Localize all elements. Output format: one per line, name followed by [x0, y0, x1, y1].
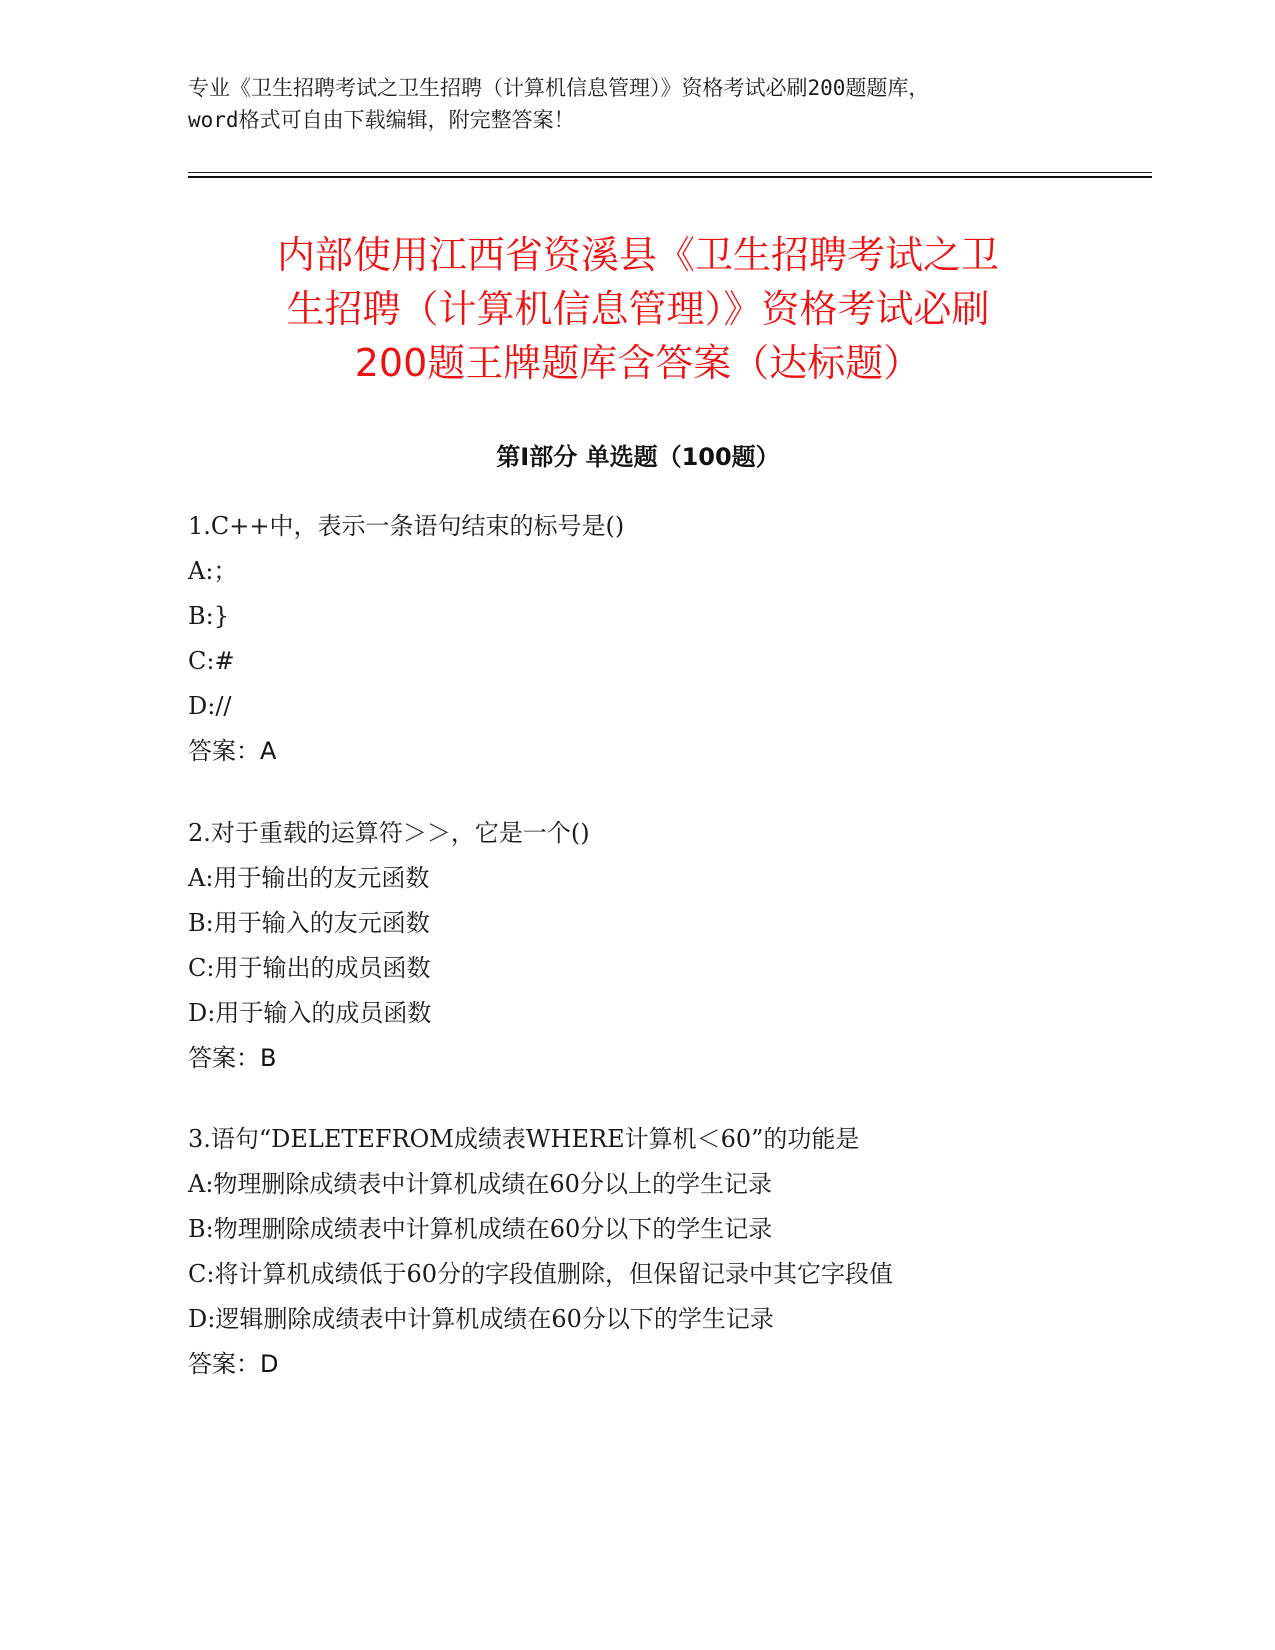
- document-title: [188, 228, 1088, 390]
- answer-label: 答案：B: [188, 1044, 277, 1072]
- question-1: [188, 504, 1148, 774]
- question-2: [188, 811, 1148, 1081]
- document-title-line-2: 生招聘（计算机信息管理）》资格考试必刷: [286, 287, 990, 331]
- option-c: C:#: [188, 647, 235, 675]
- option-c: C:将计算机成绩低于60分的字段值删除，但保留记录中其它字段值: [188, 1260, 893, 1288]
- answer-label: 答案：D: [188, 1350, 279, 1378]
- header-note-line-1: 专业《卫生招聘考试之卫生招聘（计算机信息管理）》资格考试必刷200题题库，: [188, 76, 930, 100]
- question-stem: 2.对于重载的运算符＞＞，它是一个(): [188, 819, 590, 847]
- option-c: C:用于输出的成员函数: [188, 954, 431, 982]
- option-d: D:逻辑删除成绩表中计算机成绩在60分以下的学生记录: [188, 1305, 774, 1333]
- header-rule-thin: [188, 172, 1152, 173]
- option-a: A:；: [188, 557, 238, 585]
- header-note-line-2: word格式可自由下载编辑，附完整答案！: [188, 108, 575, 132]
- option-b: B:物理删除成绩表中计算机成绩在60分以下的学生记录: [188, 1215, 773, 1243]
- document-title-line-3: 200题王牌题库含答案（达标题）: [354, 341, 922, 385]
- document-title-line-1: 内部使用江西省资溪县《卫生招聘考试之卫: [276, 233, 999, 277]
- question-stem: 3.语句“DELETEFROM成绩表WHERE计算机＜60”的功能是: [188, 1125, 860, 1153]
- answer-label: 答案：A: [188, 737, 277, 765]
- question-3: [188, 1117, 1148, 1387]
- option-a: A:用于输出的友元函数: [188, 864, 430, 892]
- option-b: B:}: [188, 602, 229, 630]
- option-d: D:用于输入的成员函数: [188, 999, 432, 1027]
- header-rule-thick: [188, 176, 1152, 178]
- option-a: A:物理删除成绩表中计算机成绩在60分以上的学生记录: [188, 1170, 772, 1198]
- section-title: 第Ⅰ部分 单选题（100题）: [496, 443, 780, 471]
- option-d: D://: [188, 692, 232, 720]
- question-stem: 1.C++中，表示一条语句结束的标号是(): [188, 512, 625, 540]
- option-b: B:用于输入的友元函数: [188, 909, 430, 937]
- header-note: [188, 72, 1088, 136]
